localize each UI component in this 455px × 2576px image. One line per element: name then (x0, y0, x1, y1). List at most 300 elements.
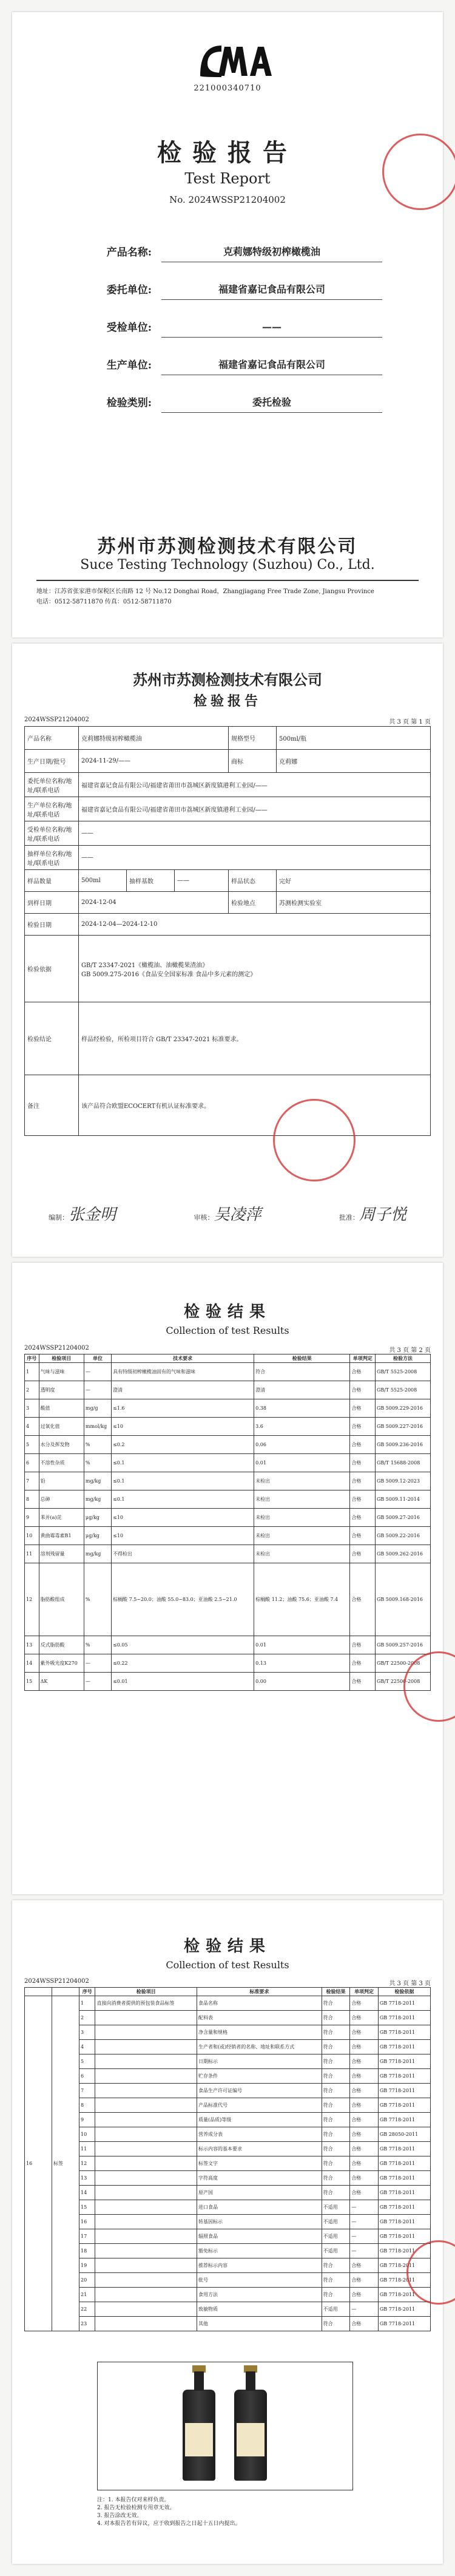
table-cell: 合格 (350, 2186, 379, 2200)
table-cell: 符合 (322, 1996, 350, 2011)
table-cell: ≤0.05 (112, 1636, 254, 1654)
cell-label: 样品状态 (229, 870, 277, 892)
table-cell: 合格 (350, 2317, 379, 2331)
table-cell: GB 5009.168-2016 (375, 1563, 430, 1636)
table-cell: 6 (79, 2069, 95, 2084)
table-cell: 2 (79, 2011, 95, 2025)
table-cell: GB 7718-2011 (378, 2113, 430, 2127)
table-cell: GB 7718-2011 (378, 2288, 430, 2302)
table-row (25, 2171, 431, 2186)
table-cell: GB 7718-2011 (378, 2200, 430, 2215)
table-cell (95, 2011, 197, 2025)
table-header-row (25, 1354, 431, 1363)
table-cell (95, 2084, 197, 2098)
table-cell: 合格 (350, 1527, 376, 1545)
table-row (25, 2011, 431, 2025)
table-cell: ≤0.2 (112, 1436, 254, 1454)
results-page-1 (12, 1263, 443, 1894)
table-cell: ≤1.6 (112, 1399, 254, 1418)
table-row (25, 2302, 431, 2317)
table-cell: ≤10 (112, 1418, 254, 1436)
table-cell: mg/g (84, 1399, 111, 1418)
table-cell: 食用方法 (197, 2288, 322, 2302)
table-cell: μg/kg (84, 1509, 111, 1527)
table-cell: 原产国 (197, 2186, 322, 2200)
table-cell: 不适用 (322, 2302, 350, 2317)
table-cell: 合格 (350, 1454, 376, 1472)
table-cell: 符合 (322, 2011, 350, 2025)
table-cell: mg/kg (84, 1472, 111, 1490)
report-notes: 注：1. 本报告仅对来样负责。 2. 报告无检验检测专用章无效。 3. 报告涂改无效。 4. 对本报告若有异议，应于收到报告之日起十五日内提出。 (97, 2497, 241, 2527)
field-value: 委托检验 (161, 395, 382, 413)
signature-reviewed: 审核：吴凌萍 (194, 1206, 261, 1224)
page-info: 共 3 页 第 1 页 (389, 719, 431, 726)
table-cell: 标签文字 (197, 2156, 322, 2171)
column-header: 单项判定 (350, 1988, 379, 1996)
table-cell (95, 2186, 197, 2200)
table-cell: 产品标准代号 (197, 2098, 322, 2113)
field-value: —— (161, 321, 382, 338)
table-cell (95, 2156, 197, 2171)
table-row (25, 1996, 431, 2011)
company-phone: 电话：0512-58711870 传真：0512-58711870 (36, 599, 172, 605)
table-row (25, 2054, 431, 2069)
table-row (25, 2142, 431, 2156)
table-cell: ΔK (39, 1673, 84, 1691)
table-cell: 1 (25, 1363, 39, 1381)
summary-table (24, 726, 431, 1136)
table-cell: 3.6 (254, 1418, 350, 1436)
table-cell: 符合 (322, 2040, 350, 2054)
table-row (25, 2200, 431, 2215)
table-cell: 具有特级初榨橄榄油固有的气味和滋味 (112, 1363, 254, 1381)
table-row (25, 773, 431, 797)
table-cell: 棕榈酸 11.2；油酸 75.6；亚油酸 7.4 (254, 1563, 350, 1636)
table-cell: GB 5009.22-2016 (375, 1527, 430, 1545)
table-cell: — (84, 1363, 111, 1381)
table-cell: 符合 (322, 2069, 350, 2084)
table-cell: 12 (79, 2156, 95, 2171)
cell-value: 2024-12-04—2024-12-10 (79, 914, 431, 936)
cell-label: 抽样单位名称/地址/联系电话 (25, 846, 79, 870)
page-title: 检验报告 (193, 693, 261, 709)
table-cell: mg/kg (84, 1545, 111, 1563)
table-cell: 合格 (350, 1436, 376, 1454)
table-row (25, 2317, 431, 2331)
column-header: 检验依据 (378, 1988, 430, 1996)
table-cell: 合格 (350, 2113, 379, 2127)
company-name: 苏州市苏测检测技术有限公司 (133, 671, 322, 688)
field-label: 检验类别: (106, 397, 152, 409)
table-row (25, 2098, 431, 2113)
table-cell: 溶剂残留量 (39, 1545, 84, 1563)
table-row (25, 1418, 431, 1436)
table-cell: 合格 (350, 2098, 379, 2113)
cell-label: 生产日期/批号 (25, 750, 79, 773)
table-cell: 进口食品 (197, 2200, 322, 2215)
cell-label: 样品数量 (25, 870, 79, 892)
cell-value: 该产品符合欧盟ECOCERT有机认证标准要求。 (79, 1075, 431, 1136)
cell-value: GB/T 23347-2021《橄榄油、油橄榄果渣油》 GB 5009.275-2016《食品安全国家标准 食品中多元素的测定》 (79, 936, 431, 1002)
table-row (25, 936, 431, 1002)
table-cell: GB 7718-2011 (378, 2054, 430, 2069)
table-cell: GB 7718-2011 (378, 2011, 430, 2025)
table-cell: 合格 (350, 2171, 379, 2186)
table-cell (95, 2229, 197, 2244)
table-cell: 16 (79, 2215, 95, 2229)
cover-field-category (67, 375, 382, 413)
table-cell: ≤0.1 (112, 1472, 254, 1490)
table-cell: 符合 (322, 2098, 350, 2113)
table-row (25, 2288, 431, 2302)
table-cell: 0.00 (254, 1673, 350, 1691)
table-cell: 20 (79, 2273, 95, 2288)
table-cell: 其他 (197, 2317, 322, 2331)
table-cell: GB 7718-2011 (378, 2186, 430, 2200)
table-cell: 0.13 (254, 1654, 350, 1673)
cell-label: 产品名称 (25, 727, 79, 750)
table-cell: 23 (79, 2317, 95, 2331)
table-cell: 生产者和(或)经销者的名称、地址和联系方式 (197, 2040, 322, 2054)
signature-prepared: 编制：张金明 (49, 1206, 116, 1224)
table-cell (95, 2288, 197, 2302)
table-cell: 符合 (322, 2288, 350, 2302)
table-row (25, 2186, 431, 2200)
table-cell: 过氧化值 (39, 1418, 84, 1436)
cell-label: 检验结论 (25, 1002, 79, 1075)
table-row (25, 2040, 431, 2054)
page-subtitle: Collection of test Results (166, 1959, 289, 1971)
table-cell: 合格 (350, 2127, 379, 2142)
table-cell: GB 5009.236-2016 (375, 1436, 430, 1454)
table-cell: 符合 (322, 2025, 350, 2040)
table-cell: GB 7718-2011 (378, 2084, 430, 2098)
cell-value: —— (175, 870, 229, 892)
table-cell: 14 (25, 1654, 39, 1673)
table-cell: 豁免标示 (197, 2244, 322, 2258)
cell-label: 生产单位名称/地址/联系电话 (25, 797, 79, 821)
table-cell: mmol/kg (84, 1418, 111, 1436)
cell-value: —— (79, 821, 431, 846)
table-cell: 配料表 (197, 2011, 322, 2025)
table-cell: GB 7718-2011 (378, 2171, 430, 2186)
table-cell: GB/T 22500-2008 (375, 1654, 430, 1673)
column-header: 单位 (84, 1354, 111, 1363)
cell-value: —— (79, 846, 431, 870)
table-cell: GB 5009.227-2016 (375, 1418, 430, 1436)
cell-value: 完好 (277, 870, 431, 892)
table-cell: 13 (25, 1636, 39, 1654)
table-row (25, 1673, 431, 1691)
table-row (25, 1381, 431, 1399)
field-value: 福建省嘉记食品有限公司 (161, 357, 382, 375)
table-cell: 不适用 (322, 2244, 350, 2258)
table-cell: μg/kg (84, 1527, 111, 1545)
table-cell: 贮存条件 (197, 2069, 322, 2084)
table-cell: % (84, 1436, 111, 1454)
table-cell: 不适用 (322, 2200, 350, 2215)
table-cell: 未检出 (254, 1472, 350, 1490)
table-cell: GB 28050-2011 (378, 2127, 430, 2142)
column-header (52, 1988, 79, 1996)
olive-oil-bottle-image (234, 2390, 267, 2481)
table-cell: 3 (25, 1399, 39, 1418)
page-info: 共 3 页 第 2 页 (389, 1347, 431, 1354)
table-row (25, 1454, 431, 1472)
table-row (25, 2156, 431, 2171)
table-cell: 合格 (350, 1673, 376, 1691)
table-row (25, 1563, 431, 1636)
table-cell (95, 2127, 197, 2142)
company-address: 地址：江苏省张家港市保税区长南路 12 号 No.12 Donghai Road，Zhangjiagang Free Trade Zone, Jiangsu Province (36, 588, 374, 595)
table-cell: 合格 (350, 2288, 379, 2302)
table-cell: 17 (79, 2229, 95, 2244)
table-cell: 合格 (350, 1636, 376, 1654)
table-row (25, 750, 431, 773)
table-cell: 符合 (322, 2113, 350, 2127)
cover-info-block (67, 225, 382, 413)
table-row (25, 2127, 431, 2142)
table-cell: 12 (25, 1563, 39, 1636)
table-cell: 推荐标示内容 (197, 2258, 322, 2273)
cell-value: 克莉娜特级初榨橄榄油 (79, 727, 229, 750)
table-cell: % (84, 1563, 111, 1636)
table-row (25, 2025, 431, 2040)
table-cell: GB 5009.229-2016 (375, 1399, 430, 1418)
results-page-2 (12, 1900, 443, 2564)
table-cell: 7 (25, 1472, 39, 1490)
cell-label: 商标 (229, 750, 277, 773)
table-cell: 0.01 (254, 1454, 350, 1472)
table-cell: ≤10 (112, 1509, 254, 1527)
table-cell: 符合 (322, 2142, 350, 2156)
table-cell: mg/kg (84, 1490, 111, 1509)
table-cell: 符合 (322, 2156, 350, 2171)
table-row (25, 2244, 431, 2258)
table-row (25, 2273, 431, 2288)
table-cell: 食品名称 (197, 1996, 322, 2011)
table-cell: 符合 (322, 2054, 350, 2069)
table-cell: GB 7718-2011 (378, 2156, 430, 2171)
table-cell: GB 7718-2011 (378, 2142, 430, 2156)
table-cell: 0.38 (254, 1399, 350, 1418)
table-cell: 5 (79, 2054, 95, 2069)
table-cell: 质量(品质)等级 (197, 2113, 322, 2127)
cell-label: 规格型号 (229, 727, 277, 750)
table-cell: 合格 (350, 1563, 376, 1636)
cell-label: 备注 (25, 1075, 79, 1136)
table-cell: — (84, 1381, 111, 1399)
table-cell: 总砷 (39, 1490, 84, 1509)
table-cell: 水分及挥发物 (39, 1436, 84, 1454)
table-cell: 8 (79, 2098, 95, 2113)
cell-label: 检验地点 (229, 892, 277, 914)
report-summary-page (12, 644, 443, 1257)
table-row (25, 914, 431, 936)
table-cell: 18 (79, 2244, 95, 2258)
table-cell: 反式脂肪酸 (39, 1636, 84, 1654)
table-cell: 合格 (350, 1399, 376, 1418)
table-cell: — (350, 2229, 379, 2244)
report-title-en: Test Report (184, 170, 271, 187)
table-cell: 合格 (350, 2025, 379, 2040)
divider (36, 580, 419, 581)
table-cell: 符合 (254, 1363, 350, 1381)
table-row (25, 821, 431, 846)
table-cell: GB 7718-2011 (378, 1996, 430, 2011)
table-cell: GB 7718-2011 (378, 2258, 430, 2273)
table-cell: 不溶性杂质 (39, 1454, 84, 1472)
table-cell: 辐照食品 (197, 2229, 322, 2244)
table-cell: GB 5009.27-2016 (375, 1509, 430, 1527)
table-cell: 气味与滋味 (39, 1363, 84, 1381)
cell-value: 2024-11-29/—— (79, 750, 229, 773)
table-cell: 合格 (350, 2084, 379, 2098)
table-cell: 4 (25, 1418, 39, 1436)
table-cell: 符合 (322, 2084, 350, 2098)
table-cell: 未检出 (254, 1490, 350, 1509)
table-cell: 营养成分表 (197, 2127, 322, 2142)
table-row (25, 1002, 431, 1075)
group-name: 标签 (52, 1996, 79, 2331)
table-cell: 13 (79, 2171, 95, 2186)
cma-logo (194, 39, 273, 82)
page-header (24, 1978, 431, 1987)
table-cell: GB 7718-2011 (378, 2229, 430, 2244)
table-cell: GB 7718-2011 (378, 2040, 430, 2054)
table-cell: 1 (79, 1996, 95, 2011)
table-cell: 澄清 (254, 1381, 350, 1399)
page-title: 检验结果 (183, 1937, 271, 1956)
table-cell: — (84, 1673, 111, 1691)
table-cell: 19 (79, 2258, 95, 2273)
cell-value: 500ml (79, 870, 127, 892)
cell-value: 2024-12-04 (79, 892, 229, 914)
column-header: 序号 (25, 1354, 39, 1363)
table-cell: % (84, 1454, 111, 1472)
table-cell: % (84, 1636, 111, 1654)
table-cell: 3 (79, 2025, 95, 2040)
table-cell: 合格 (350, 1472, 376, 1490)
table-cell: 黄曲霉毒素B1 (39, 1527, 84, 1545)
table-cell: 11 (79, 2142, 95, 2156)
red-seal (382, 134, 455, 210)
field-value: 克莉娜特级初榨橄榄油 (161, 244, 382, 262)
table-row (25, 1472, 431, 1490)
table-cell: 澄清 (112, 1381, 254, 1399)
table-cell: 合格 (350, 1654, 376, 1673)
table-cell (95, 2273, 197, 2288)
cell-label: 抽样基数 (127, 870, 175, 892)
table-row (25, 2113, 431, 2127)
table-cell (95, 2302, 197, 2317)
cover-field-product (67, 225, 382, 262)
table-cell: 食品生产许可证编号 (197, 2084, 322, 2098)
table-cell: ≤10 (112, 1527, 254, 1545)
table-cell: 合格 (350, 1418, 376, 1436)
table-row (25, 1363, 431, 1381)
table-cell: 4 (79, 2040, 95, 2054)
cell-value: 样品经检验，所检项目符合 GB/T 23347-2021 标准要求。 (79, 1002, 431, 1075)
table-cell: GB 7718-2011 (378, 2273, 430, 2288)
table-cell (95, 2317, 197, 2331)
table-cell (95, 2054, 197, 2069)
table-cell: 合格 (350, 2054, 379, 2069)
table-cell: GB 5009.12-2023 (375, 1472, 430, 1490)
table-cell (95, 2040, 197, 2054)
table-row (25, 1654, 431, 1673)
report-number: 2024WSSP21204002 (24, 716, 89, 723)
report-cover-page (12, 12, 443, 637)
table-cell: GB/T 22500-2008 (375, 1673, 430, 1691)
table-cell: 合格 (350, 1996, 379, 2011)
page-header (24, 1345, 431, 1354)
table-cell: 11 (25, 1545, 39, 1563)
table-cell: GB 5009.257-2016 (375, 1636, 430, 1654)
table-cell: 棕榈酸 7.5~20.0；油酸 55.0~83.0；亚油酸 2.5~21.0 (112, 1563, 254, 1636)
table-cell: GB 7718-2011 (378, 2215, 430, 2229)
cell-label: 委托单位名称/地址/联系电话 (25, 773, 79, 797)
table-cell: 符合 (322, 2186, 350, 2200)
table-row (25, 2215, 431, 2229)
column-header: 序号 (79, 1988, 95, 1996)
table-cell: — (350, 2244, 379, 2258)
table-cell: — (350, 2302, 379, 2317)
report-number: 2024WSSP21204002 (24, 1978, 89, 1985)
table-row (25, 1490, 431, 1509)
table-cell: 合格 (350, 2011, 379, 2025)
table-cell: — (84, 1654, 111, 1673)
column-header (25, 1988, 52, 1996)
table-cell: — (350, 2215, 379, 2229)
table-cell: 转基因标示 (197, 2215, 322, 2229)
table-cell: 合格 (350, 2040, 379, 2054)
table-cell (95, 2244, 197, 2258)
table-cell: ≤0.22 (112, 1654, 254, 1673)
table-cell: GB 7718-2011 (378, 2098, 430, 2113)
table-row (25, 1436, 431, 1454)
field-label: 委托单位: (106, 284, 152, 296)
field-label: 产品名称: (106, 246, 152, 259)
table-cell: 合格 (350, 1545, 376, 1563)
table-cell (95, 2069, 197, 2084)
table-cell: ≤0.01 (112, 1673, 254, 1691)
cell-value: 500ml/瓶 (277, 727, 431, 750)
table-cell: 合格 (350, 1381, 376, 1399)
table-cell: 14 (79, 2186, 95, 2200)
signatures (49, 1202, 406, 1225)
table-row (25, 892, 431, 914)
column-header: 检验方法 (375, 1354, 430, 1363)
table-row (25, 2258, 431, 2273)
table-cell: 符合 (322, 2317, 350, 2331)
table-cell: 符合 (322, 2171, 350, 2186)
table-cell: 直接向消费者提供的预包装食品标签 (95, 1996, 197, 2011)
group-number: 16 (25, 1996, 52, 2331)
cell-value: 克莉娜 (277, 750, 431, 773)
column-header: 标准要求 (197, 1988, 322, 1996)
table-cell: 紫外吸光度K270 (39, 1654, 84, 1673)
table-cell: GB 7718-2011 (378, 2244, 430, 2258)
table-cell: GB 5009.11-2014 (375, 1490, 430, 1509)
table-cell: 合格 (350, 2273, 379, 2288)
column-header: 检验项目 (95, 1988, 197, 1996)
cell-label: 受检单位名称/地址/联系电话 (25, 821, 79, 846)
signature-approved: 批准：周子悦 (339, 1206, 406, 1224)
page-info: 共 3 页 第 3 页 (389, 1980, 431, 1987)
table-row (25, 727, 431, 750)
table-cell: 不适用 (322, 2229, 350, 2244)
